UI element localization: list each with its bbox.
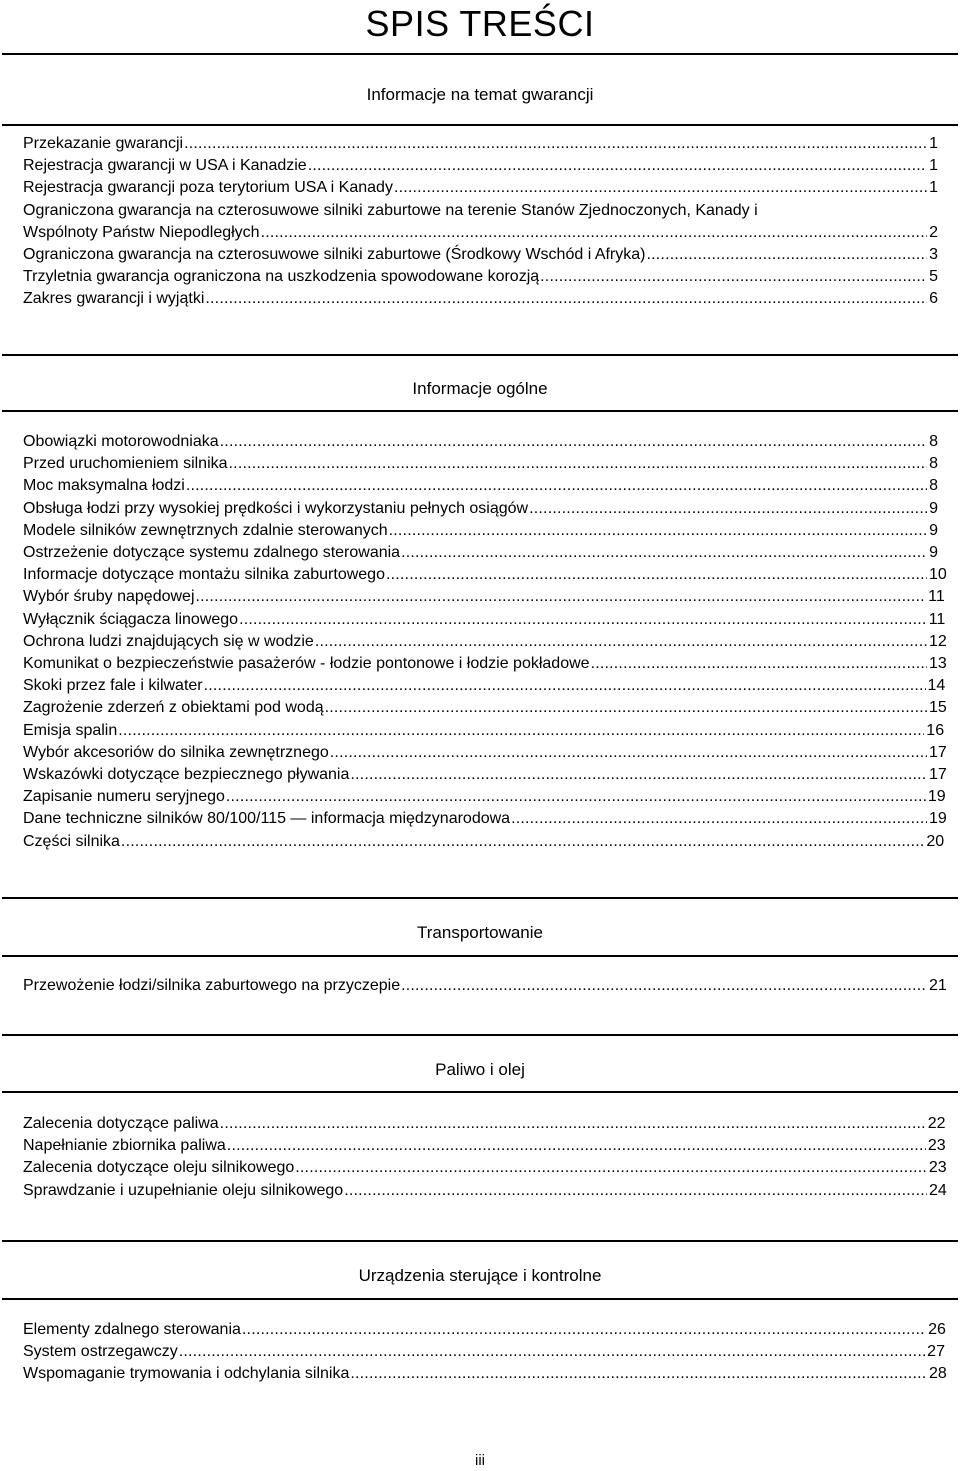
toc-list-controls [23, 1319, 947, 1386]
toc-list-transport [23, 975, 947, 997]
toc-entry-page: 8 [929, 477, 938, 495]
toc-entry[interactable] [23, 564, 947, 586]
dot-leader [401, 975, 927, 997]
toc-entry-label: Przed uruchomieniem silnika [23, 455, 228, 473]
toc-entry-label: Wybór akcesoriów do silnika zewnętrznego [23, 743, 329, 761]
dot-leader [204, 675, 926, 697]
dot-leader [220, 431, 927, 453]
toc-entry-label: Rejestracja gwarancji poza terytorium USA i Kanady [23, 179, 393, 197]
toc-entry-label: Przewożenie łodzi/silnika zaburtowego na przyczepie [23, 977, 401, 994]
section-heading-transport: Transportowanie [417, 923, 543, 942]
toc-entry-page: 9 [929, 521, 938, 539]
toc-entry-label: Skoki przez fale i kilwater [23, 677, 203, 695]
toc-entry[interactable] [23, 1319, 946, 1341]
toc-entry-label: Wybór śruby napędowej [23, 588, 195, 606]
toc-entry-label: Komunikat o bezpieczeństwie pasażerów - łodzie pontonowe i łodzie pokładowe [23, 655, 590, 673]
toc-entry[interactable] [23, 653, 947, 675]
section-divider [2, 1298, 958, 1300]
toc-entry[interactable] [23, 244, 938, 266]
toc-entry-page: 3 [929, 246, 938, 264]
toc-entry-page: 17 [929, 743, 947, 761]
toc-entry-page: 23 [927, 1137, 946, 1155]
toc-entry[interactable] [23, 200, 938, 244]
toc-entry[interactable] [23, 1157, 947, 1179]
dot-leader [511, 808, 927, 830]
section-divider [2, 53, 958, 55]
toc-entry-page: 8 [929, 433, 938, 450]
toc-entry-label: Elementy zdalnego sterowania [23, 1321, 241, 1338]
toc-entry-page: 1 [929, 135, 938, 152]
toc-entry-label: Ochrona ludzi znajdujących się w wodzie [23, 632, 314, 650]
toc-entry[interactable] [23, 609, 946, 631]
dot-leader [308, 155, 927, 177]
dot-leader [196, 586, 927, 608]
toc-entry-label: Emisja spalin [23, 721, 118, 739]
toc-entry-label: Zalecenia dotyczące oleju silnikowego [23, 1159, 295, 1177]
toc-entry-label-continued: Wspólnoty Państw Niepodległych [23, 223, 260, 241]
toc-entry-page: 26 [928, 1321, 946, 1338]
toc-entry[interactable] [23, 520, 938, 542]
dot-leader [295, 1157, 927, 1179]
toc-entry-page: 12 [929, 632, 947, 650]
toc-entry[interactable] [23, 975, 947, 997]
toc-entry[interactable] [23, 586, 945, 608]
toc-entry-label: Zakres gwarancji i wyjątki [23, 290, 205, 308]
dot-leader [344, 1180, 927, 1202]
toc-entry[interactable] [23, 1135, 946, 1157]
section-heading-general: Informacje ogólne [412, 379, 548, 398]
toc-entry-label: Wskazówki dotyczące bezpiecznego pływania [23, 766, 350, 784]
toc-entry[interactable] [23, 1180, 947, 1202]
dot-leader [239, 609, 927, 631]
toc-entry[interactable] [23, 786, 946, 808]
dot-leader [179, 1341, 925, 1363]
dot-leader [220, 1113, 926, 1135]
toc-entry[interactable] [23, 1113, 946, 1135]
toc-entry[interactable] [23, 1363, 947, 1385]
dot-leader [389, 520, 927, 542]
toc-entry-page: 1 [929, 179, 938, 197]
toc-entry[interactable] [23, 453, 938, 475]
toc-entry-page: 15 [929, 699, 947, 717]
toc-entry-page: 17 [929, 766, 947, 784]
section-divider [2, 1034, 958, 1036]
section-heading-fuel-oil: Paliwo i olej [435, 1060, 525, 1079]
toc-entry[interactable] [23, 1341, 945, 1363]
dot-leader [401, 542, 927, 564]
toc-entry-label: Zagrożenie zderzeń z obiektami pod wodą [23, 699, 324, 717]
toc-entry-label: Informacje dotyczące montażu silnika zaburtowego [23, 566, 385, 584]
toc-entry-page: 28 [929, 1365, 947, 1383]
toc-entry[interactable] [23, 177, 938, 199]
toc-entry[interactable] [23, 675, 946, 697]
toc-entry-label: Ostrzeżenie dotyczące systemu zdalnego sterowania [23, 544, 401, 562]
dot-leader [350, 1363, 927, 1385]
toc-entry-page: 16 [926, 721, 945, 739]
toc-entry-page: 21 [929, 977, 947, 994]
toc-entry-label: Moc maksymalna łodzi [23, 477, 185, 495]
toc-entry-label: Zalecenia dotyczące paliwa [23, 1115, 219, 1132]
toc-entry-label: Zapisanie numeru seryjnego [23, 788, 225, 806]
toc-entry[interactable] [23, 720, 945, 742]
section-divider [2, 1091, 958, 1093]
toc-entry[interactable] [23, 831, 945, 853]
toc-entry-label: Modele silników zewnętrznych zdalnie sterowanych [23, 521, 388, 539]
toc-entry-page: 10 [929, 566, 947, 584]
toc-entry[interactable] [23, 631, 947, 653]
toc-entry-label: Obsługa łodzi przy wysokiej prędkości i wykorzystaniu pełnych osiągów [23, 499, 529, 517]
dot-leader [227, 1135, 926, 1157]
toc-entry-label: Wspomaganie trymowania i odchylania silnika [23, 1365, 350, 1383]
section-divider [2, 955, 958, 957]
section-heading-controls: Urządzenia sterujące i kontrolne [358, 1266, 602, 1285]
dot-leader [226, 786, 926, 808]
toc-entry-label: Trzyletnia gwarancja ograniczona na uszkodzenia spowodowane korozją [23, 268, 540, 286]
toc-entry-page: 1 [929, 157, 938, 175]
dot-leader [646, 244, 927, 266]
dot-leader [350, 764, 927, 786]
toc-entry[interactable] [23, 266, 938, 288]
toc-list-warranty [23, 133, 938, 311]
toc-entry[interactable] [23, 808, 947, 830]
toc-entry-page: 11 [928, 588, 945, 606]
toc-list-fuel-oil [23, 1113, 947, 1202]
toc-entry-page: 13 [929, 655, 947, 673]
toc-entry-page: 23 [928, 1159, 947, 1177]
toc-entry-label: Sprawdzanie i uzupełnianie oleju silnikowego [23, 1181, 344, 1199]
toc-entry-label: System ostrzegawczy [23, 1343, 178, 1361]
dot-leader [540, 266, 927, 288]
toc-entry-label: Wyłącznik ściągacza linowego [23, 610, 239, 628]
page-title: SPIS TREŚCI [365, 3, 595, 44]
section-divider [2, 897, 958, 899]
dot-leader [330, 742, 927, 764]
toc-entry[interactable] [23, 697, 947, 719]
toc-entry-page: 9 [929, 499, 938, 517]
toc-entry-page: 19 [929, 810, 947, 828]
toc-entry-page: 22 [927, 1115, 946, 1132]
dot-leader [186, 475, 927, 497]
toc-entry-label: Rejestracja gwarancji w USA i Kanadzie [23, 157, 307, 175]
toc-entry-page: 19 [927, 788, 946, 806]
toc-entry-page: 9 [929, 544, 938, 562]
dot-leader [229, 453, 927, 475]
toc-entry-page: 24 [929, 1181, 947, 1199]
toc-entry-label: Ograniczona gwarancja na czterosuwowe silniki zaburtowe na terenie Stanów Zjednoczonych, Kanady i [23, 201, 758, 219]
toc-entry[interactable] [23, 542, 938, 564]
dot-leader [242, 1319, 926, 1341]
dot-leader [591, 653, 927, 675]
section-divider [2, 124, 958, 126]
dot-leader [394, 177, 927, 199]
toc-entry-page: 14 [927, 677, 946, 695]
toc-entry-page: 5 [929, 268, 938, 286]
toc-entry-label: Części silnika [23, 832, 120, 850]
toc-entry-page: 8 [929, 455, 938, 473]
toc-entry-page: 2 [929, 223, 938, 241]
dot-leader [325, 697, 927, 719]
toc-entry-label: Dane techniczne silników 80/100/115 — informacja międzynarodowa [23, 810, 511, 828]
toc-entry-page: 6 [929, 290, 938, 308]
section-divider [2, 354, 958, 356]
dot-leader [118, 720, 924, 742]
toc-entry[interactable] [23, 475, 938, 497]
toc-entry[interactable] [23, 288, 938, 310]
dot-leader [205, 288, 927, 310]
toc-entry[interactable] [23, 742, 947, 764]
toc-entry-page: 20 [926, 832, 945, 850]
toc-entry-label: Obowiązki motorowodniaka [23, 433, 219, 450]
toc-entry-page: 11 [928, 610, 946, 628]
toc-entry[interactable] [23, 498, 938, 520]
toc-entry-page: 27 [927, 1343, 945, 1361]
toc-list-general [23, 431, 947, 853]
dot-leader [121, 831, 924, 853]
dot-leader [529, 498, 927, 520]
dot-leader [261, 222, 927, 244]
section-heading-warranty: Informacje na temat gwarancji [366, 85, 594, 104]
section-divider [2, 410, 958, 412]
dot-leader [315, 631, 927, 653]
dot-leader [184, 133, 927, 155]
toc-entry[interactable] [23, 764, 947, 786]
page-number: iii [475, 1452, 485, 1469]
section-divider [2, 1240, 958, 1242]
dot-leader [386, 564, 927, 586]
toc-entry-label: Napełnianie zbiornika paliwa [23, 1137, 226, 1155]
toc-entry[interactable] [23, 431, 938, 453]
toc-entry-label: Ograniczona gwarancja na czterosuwowe silniki zaburtowe (Środkowy Wschód i Afryka) [23, 246, 646, 264]
toc-entry[interactable] [23, 155, 938, 177]
toc-entry[interactable] [23, 133, 938, 155]
toc-entry-label: Przekazanie gwarancji [23, 135, 184, 152]
